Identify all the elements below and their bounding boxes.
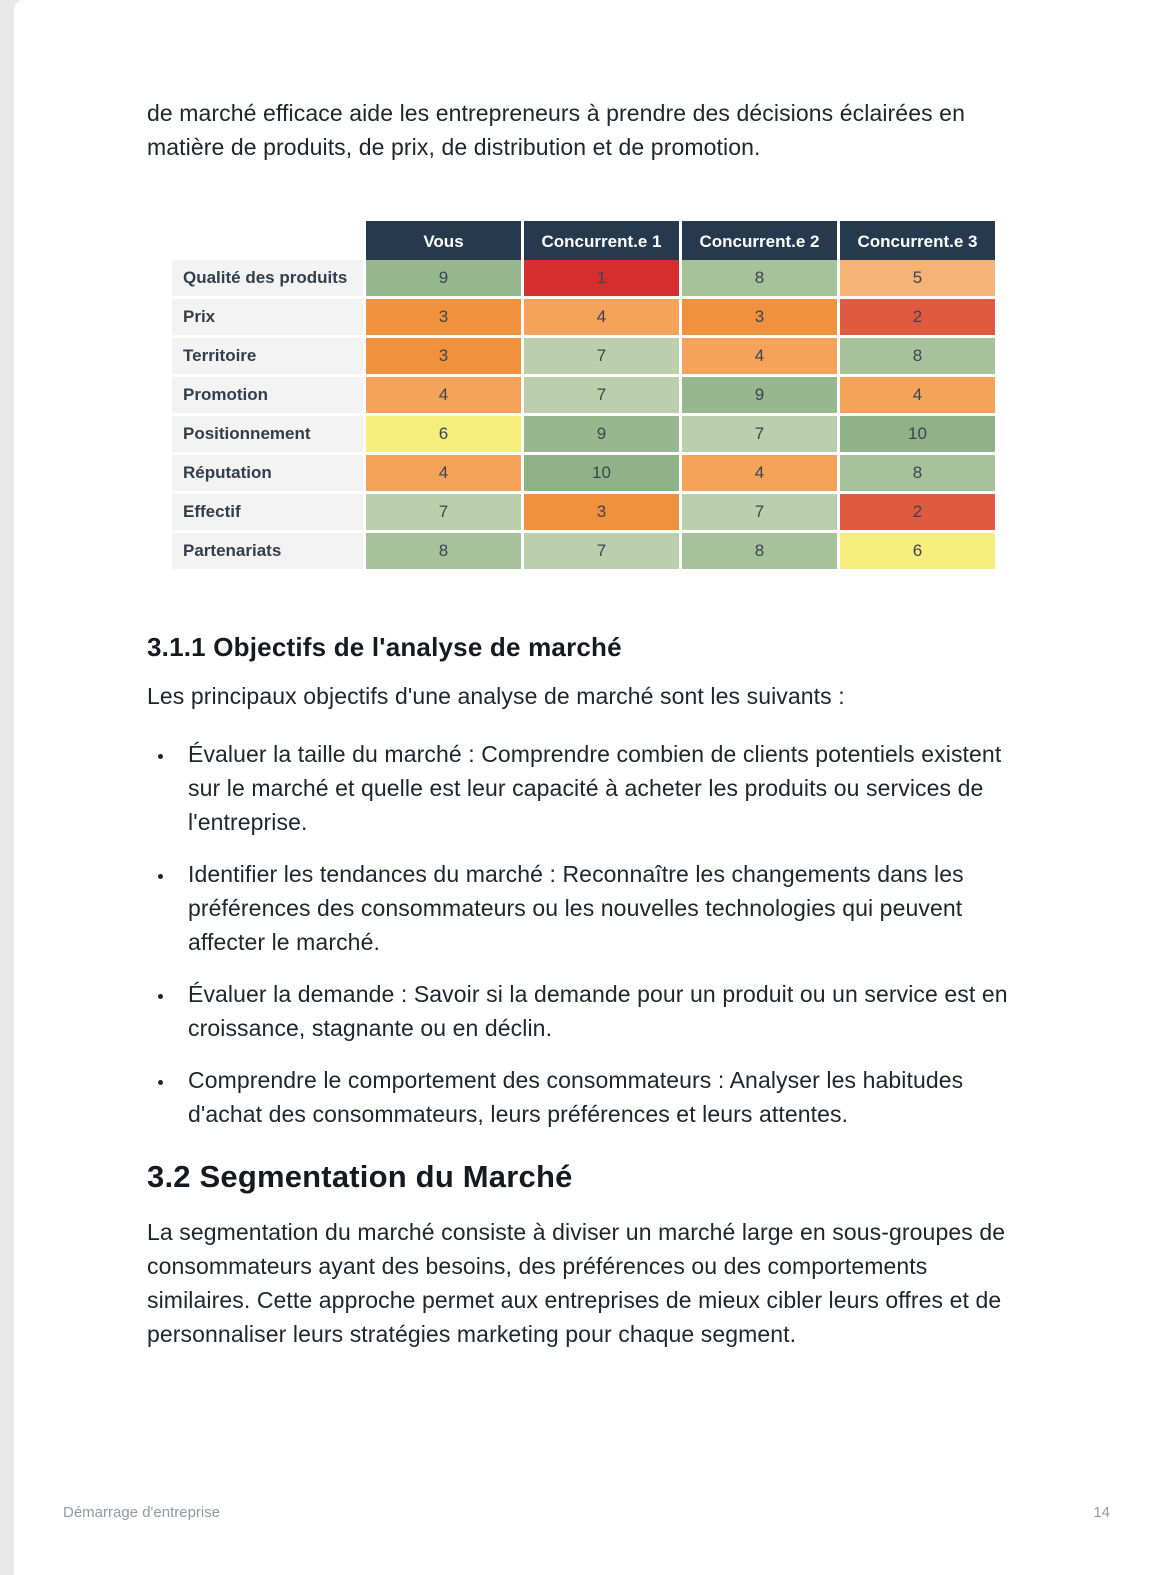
value-cell: 6 [366,416,521,452]
value-cell: 8 [840,455,995,491]
value-cell: 3 [524,494,679,530]
column-header: Concurrent.e 1 [524,221,679,263]
value-cell: 9 [366,260,521,296]
section-3-1-1-heading: 3.1.1 Objectifs de l'analyse de marché [147,632,622,662]
row-label: Territoire [172,338,363,374]
value-cell: 3 [682,299,837,335]
table-corner-spacer [172,221,363,263]
objectives-intro: Les principaux objectifs d'une analyse de marché sont les suivants : [147,683,845,709]
row-label: Qualité des produits [172,260,363,296]
value-cell: 3 [366,299,521,335]
value-cell: 6 [840,533,995,569]
column-header: Concurrent.e 2 [682,221,837,263]
value-cell: 8 [840,338,995,374]
value-cell: 2 [840,494,995,530]
objectives-list [147,737,1030,1131]
value-cell: 4 [524,299,679,335]
row-label: Promotion [172,377,363,413]
column-header: Vous [366,221,521,263]
value-cell: 4 [682,338,837,374]
value-cell: 1 [524,260,679,296]
value-cell: 3 [366,338,521,374]
objective-item: • Identifier les tendances du marché : Reconnaître les changements dans les préférences des consommateurs ou les nouvelles technologies qui peuvent affecter le marché. [175,857,1030,959]
row-label: Effectif [172,494,363,530]
footer-page-number: 14 [1093,1504,1110,1521]
intro-paragraph: de marché efficace aide les entrepreneurs à prendre des décisions éclairées en matière de produits, de prix, de distribution et de promotion. [147,100,965,160]
value-cell: 7 [524,533,679,569]
value-cell: 8 [682,533,837,569]
competitor-comparison-table [172,221,1030,569]
value-cell: 10 [840,416,995,452]
row-label: Prix [172,299,363,335]
row-label: Positionnement [172,416,363,452]
objective-item: • Évaluer la demande : Savoir si la demande pour un produit ou un service est en croissance, stagnante ou en déclin. [175,977,1030,1045]
value-cell: 7 [682,416,837,452]
objective-item: • Comprendre le comportement des consommateurs : Analyser les habitudes d'achat des consommateurs, leurs préférences et leurs attentes. [175,1063,1030,1131]
column-header: Concurrent.e 3 [840,221,995,263]
page-footer [63,1504,1110,1521]
value-cell: 9 [524,416,679,452]
value-cell: 7 [366,494,521,530]
row-label: Réputation [172,455,363,491]
value-cell: 4 [682,455,837,491]
document-page [14,0,1170,1575]
footer-document-title: Démarrage d'entreprise [63,1504,221,1521]
row-label: Partenariats [172,533,363,569]
value-cell: 9 [682,377,837,413]
value-cell: 7 [682,494,837,530]
value-cell: 5 [840,260,995,296]
value-cell: 7 [524,377,679,413]
value-cell: 2 [840,299,995,335]
segmentation-paragraph: La segmentation du marché consiste à diviser un marché large en sous-groupes de consommateurs ayant des besoins, des préférences ou des comportements similaires. Cette approche permet aux entreprises de mieux cibler leurs offres et de personnaliser leurs stratégies marketing pour chaque segment. [147,1219,1006,1347]
value-cell: 8 [682,260,837,296]
section-3-2-heading: 3.2 Segmentation du Marché [147,1159,573,1194]
value-cell: 8 [366,533,521,569]
value-cell: 10 [524,455,679,491]
value-cell: 7 [524,338,679,374]
value-cell: 4 [840,377,995,413]
value-cell: 4 [366,377,521,413]
objective-item: • Évaluer la taille du marché : Comprendre combien de clients potentiels existent sur le marché et quelle est leur capacité à acheter les produits ou services de l'entreprise. [175,737,1030,839]
value-cell: 4 [366,455,521,491]
